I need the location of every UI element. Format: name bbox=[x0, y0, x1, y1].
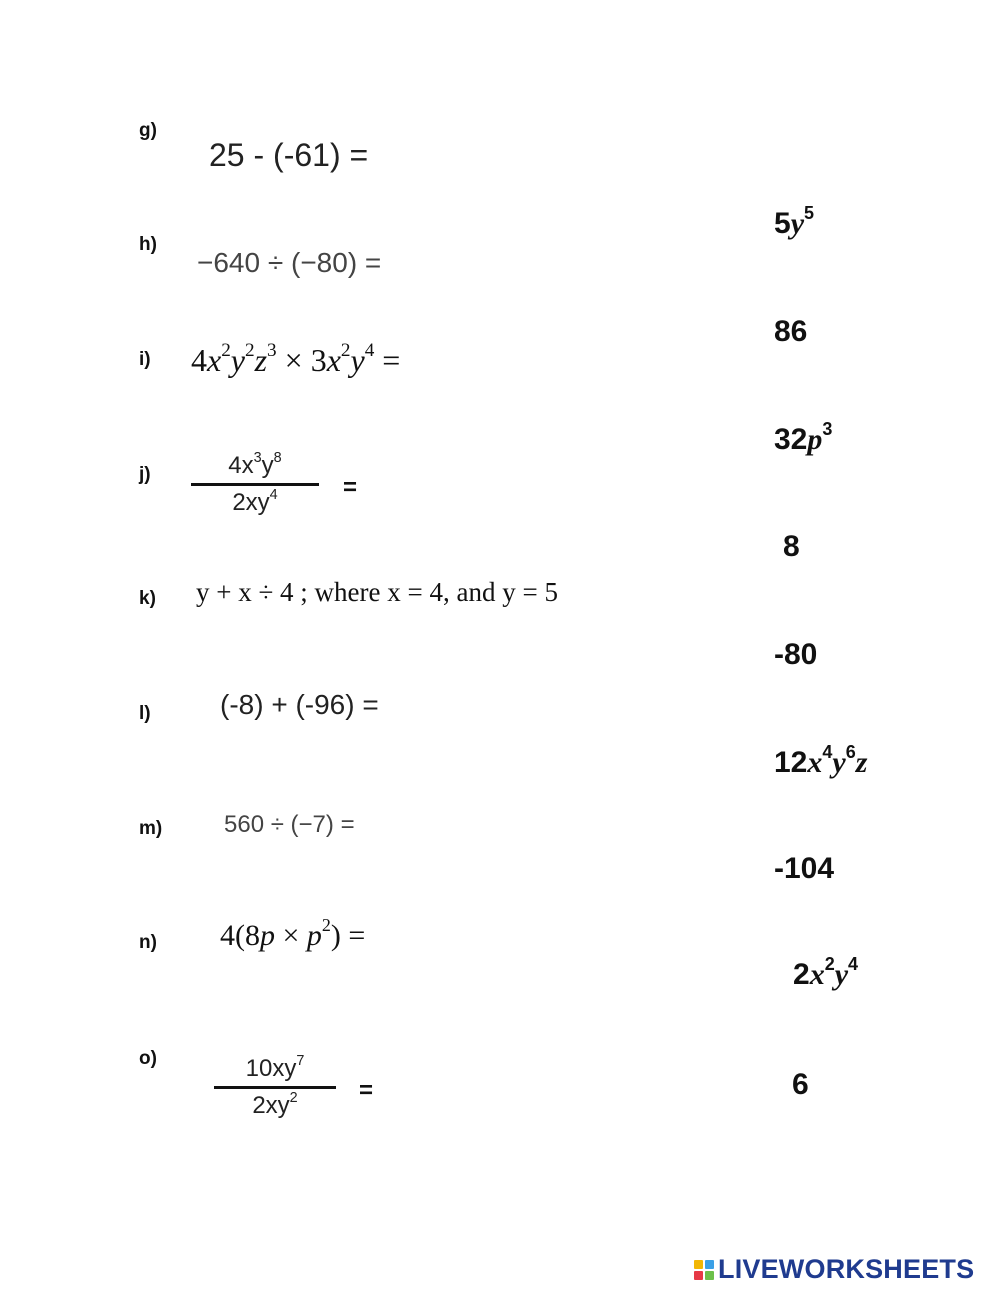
logo-square-green bbox=[705, 1271, 714, 1280]
answer-86[interactable]: 86 bbox=[774, 315, 808, 348]
label-h: h) bbox=[139, 234, 157, 255]
question-o-numerator: $10xy^7$ bbox=[245, 1052, 305, 1082]
answer-neg80[interactable]: -80 bbox=[774, 638, 818, 671]
question-j-fraction bbox=[191, 451, 319, 518]
logo-square-yellow bbox=[694, 1260, 703, 1269]
question-j-denominator: $2xy^4$ bbox=[232, 486, 278, 516]
question-j-equals: = bbox=[343, 474, 358, 501]
label-i: i) bbox=[139, 349, 151, 370]
fraction-bar bbox=[214, 1086, 336, 1089]
label-l: l) bbox=[139, 703, 151, 724]
question-j-numerator: $4x^3y^8$ bbox=[228, 449, 282, 479]
logo-square-red bbox=[694, 1271, 703, 1280]
answer-32p3[interactable]: $32p^3$ bbox=[774, 419, 833, 456]
answer-2x2y4[interactable]: $2x^2y^4$ bbox=[793, 954, 859, 991]
question-i: $4x^2y^2z^3 \times 3x^2y^4$ = bbox=[191, 340, 401, 378]
answer-5y5[interactable]: $5y^5$ bbox=[774, 203, 815, 240]
label-k: k) bbox=[139, 588, 156, 609]
question-n: $4(8p \times p^2)$ = bbox=[220, 915, 366, 952]
question-g: 25 - (-61) = bbox=[209, 137, 369, 173]
label-g: g) bbox=[139, 120, 157, 141]
answer-12x4y6z[interactable]: $12x^4y^6z$ bbox=[774, 742, 868, 779]
liveworksheets-logo-text: LIVEWORKSHEETS bbox=[718, 1254, 975, 1284]
liveworksheets-logo-icon bbox=[694, 1260, 714, 1280]
logo-square-blue bbox=[705, 1260, 714, 1269]
question-o-denominator: $2xy^2$ bbox=[252, 1089, 298, 1119]
answer-neg104[interactable]: -104 bbox=[774, 852, 835, 885]
question-h: −640 ÷ (−80) = bbox=[197, 247, 382, 278]
question-o-fraction bbox=[214, 1054, 336, 1121]
question-o-equals: = bbox=[359, 1077, 374, 1104]
answer-6[interactable]: 6 bbox=[792, 1068, 809, 1101]
question-m: 560 ÷ (−7) = bbox=[224, 811, 355, 838]
label-m: m) bbox=[139, 818, 163, 839]
fraction-bar bbox=[191, 483, 319, 486]
label-n: n) bbox=[139, 932, 157, 953]
question-k: y + x ÷ 4 ; where x = 4, and y = 5 bbox=[196, 577, 558, 607]
label-j: j) bbox=[139, 464, 151, 485]
answer-8[interactable]: 8 bbox=[783, 530, 800, 563]
question-l: (-8) + (-96) = bbox=[220, 689, 379, 720]
label-o: o) bbox=[139, 1048, 157, 1069]
